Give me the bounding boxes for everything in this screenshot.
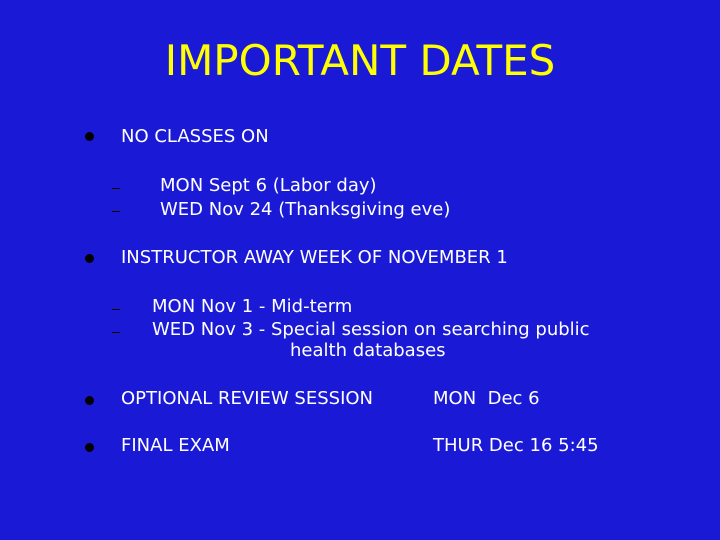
section-label-optional-review: OPTIONAL REVIEW SESSION: [121, 388, 374, 409]
bullet-marker: [85, 254, 94, 263]
section-label-instructor-away: INSTRUCTOR AWAY WEEK OF NOVEMBER 1: [121, 247, 508, 268]
section-label-final-exam: FINAL EXAM: [121, 435, 230, 456]
dash-marker: [112, 309, 120, 310]
dash-marker: [112, 211, 120, 212]
dash-marker: [112, 332, 120, 333]
no-classes-item-thanksgiving: WED Nov 24 (Thanksgiving eve): [160, 199, 451, 220]
bullet-marker: [85, 132, 94, 141]
dash-marker: [112, 188, 120, 189]
final-exam-date: THUR Dec 16 5:45: [433, 435, 599, 456]
section-label-no-classes: NO CLASSES ON: [121, 126, 269, 147]
optional-review-date: MON Dec 6: [433, 388, 540, 409]
instructor-away-item-special-session: WED Nov 3 - Special session on searching public: [152, 319, 590, 340]
page-title: IMPORTANT DATES: [164, 36, 556, 85]
bullet-marker: [85, 396, 94, 405]
no-classes-item-labor-day: MON Sept 6 (Labor day): [160, 175, 377, 196]
instructor-away-item-midterm: MON Nov 1 - Mid-term: [152, 296, 353, 317]
instructor-away-item-special-session-continued: health databases: [290, 340, 446, 361]
bullet-marker: [85, 443, 94, 452]
